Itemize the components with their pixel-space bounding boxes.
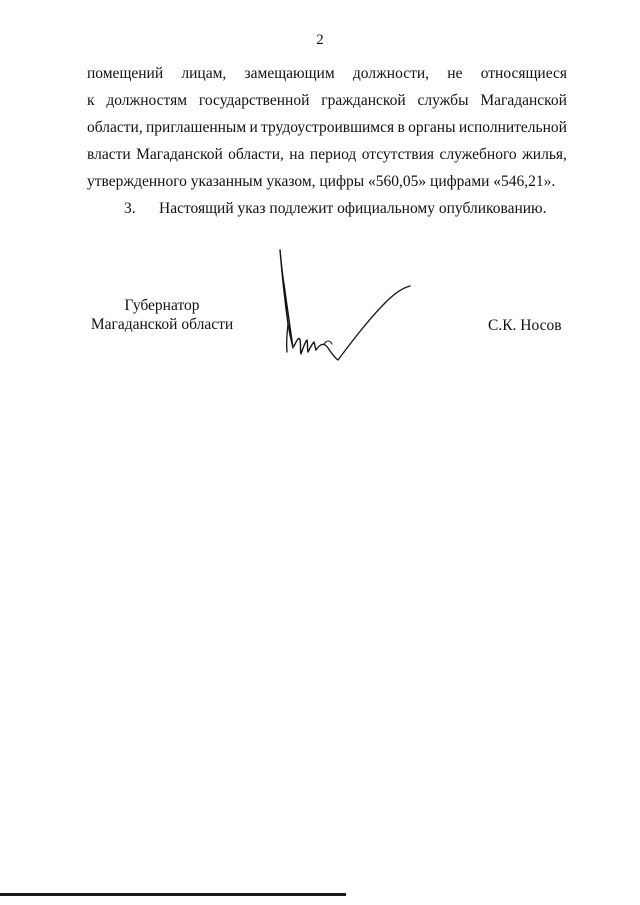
body-text xyxy=(87,60,567,222)
word: и xyxy=(249,119,258,136)
signer-position xyxy=(88,296,236,334)
word: лицам, xyxy=(181,65,227,82)
word: гражданской xyxy=(321,92,406,109)
bottom-rule xyxy=(0,893,346,896)
text-line-3 xyxy=(87,114,567,141)
text-line-5: утвержденного указанным указом, цифры «560,05» цифрами «546,21». xyxy=(87,173,556,190)
word: должности, xyxy=(352,65,430,82)
word: службы xyxy=(417,92,469,109)
item-number: 3. xyxy=(124,200,136,217)
word: должностям xyxy=(106,92,188,109)
text-line-1 xyxy=(87,60,567,87)
word: относящиеся xyxy=(480,65,567,82)
word: области, xyxy=(87,119,143,136)
word: отсутствия xyxy=(361,146,435,163)
word: жилья, xyxy=(522,146,567,163)
text-line-2 xyxy=(87,87,567,114)
word: замещающим xyxy=(244,65,335,82)
word: служебного xyxy=(439,146,517,163)
page-number: 2 xyxy=(316,32,324,48)
word: исполнительной xyxy=(458,119,567,136)
word: на xyxy=(289,146,305,163)
word: помещений xyxy=(87,65,164,82)
text-line-4 xyxy=(87,141,567,168)
signer-name: С.К. Носов xyxy=(488,317,562,334)
word: органы xyxy=(408,119,456,136)
word: Магаданской xyxy=(136,146,223,163)
word: власти xyxy=(87,146,131,163)
word: приглашенным xyxy=(146,119,247,136)
word: в xyxy=(397,119,405,136)
word: области, xyxy=(228,146,284,163)
word: не xyxy=(447,65,463,82)
word: к xyxy=(87,92,95,109)
handwritten-signature-icon xyxy=(272,244,422,369)
word: государственной xyxy=(198,92,310,109)
list-item-3 xyxy=(87,195,567,222)
word: период xyxy=(309,146,357,163)
signer-position-line-2: Магаданской области xyxy=(90,316,234,333)
word: Магаданской xyxy=(480,92,567,109)
word: трудоустроившимся xyxy=(261,119,395,136)
signer-position-line-1: Губернатор xyxy=(124,297,200,314)
item-text: Настоящий указ подлежит официальному опубликованию. xyxy=(159,200,547,217)
